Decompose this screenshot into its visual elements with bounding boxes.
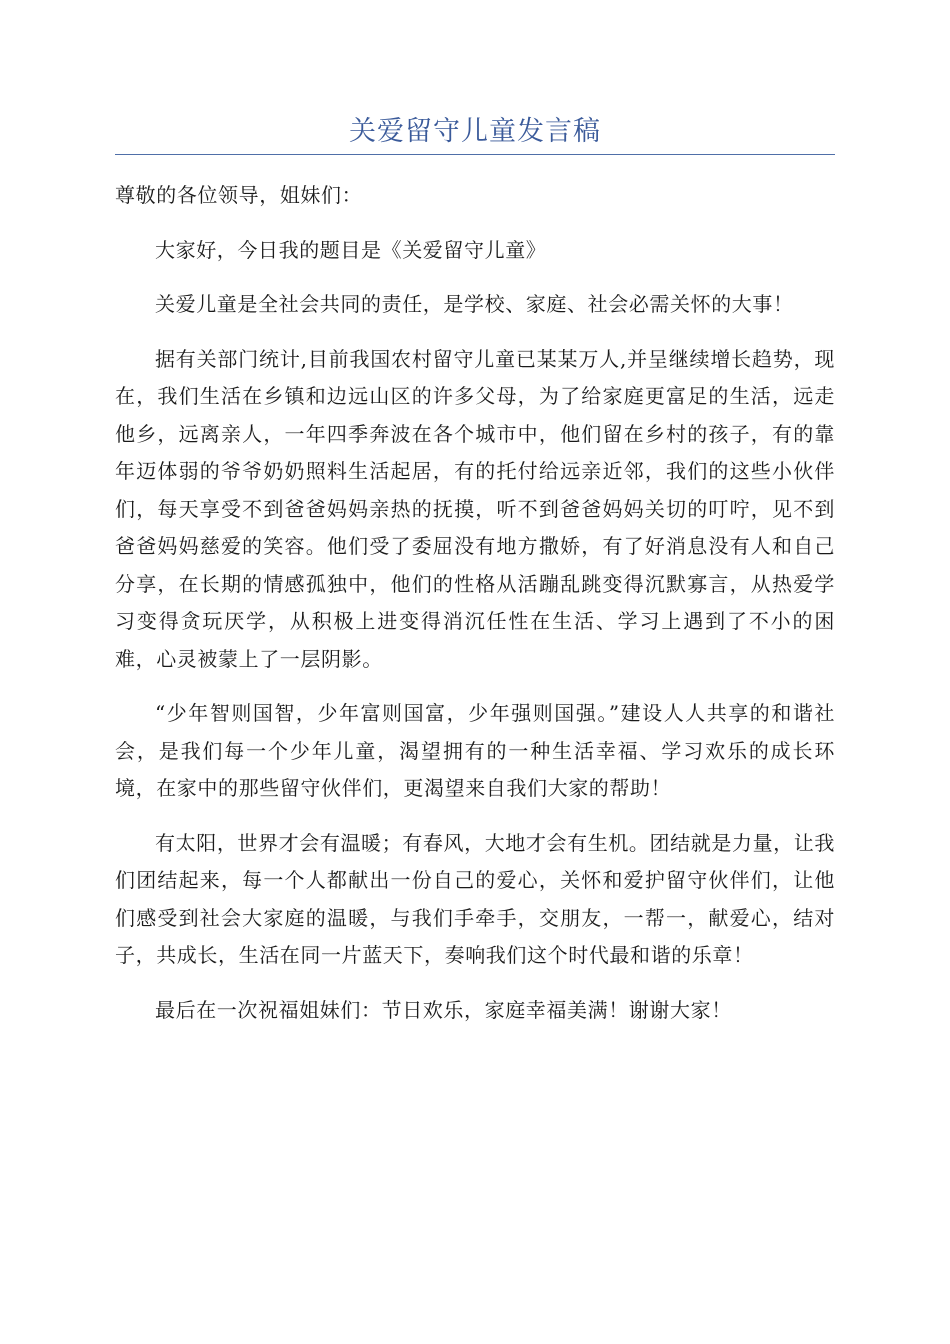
- greeting-line: 尊敬的各位领导，姐妹们：: [115, 183, 363, 207]
- paragraph-responsibility: 关爱儿童是全社会共同的责任，是学校、家庭、社会必需关怀的大事！: [155, 292, 794, 316]
- paragraph-quote: “少年智则国智，少年富则国富，少年强则国强。”建设人人共享的和谐社会，是我们每一个少年儿童，渴望拥有的一种生活幸福、学习欢乐的成长环境，在家中的那些留守伙伴们，更渴望来自我们大家的帮助！: [115, 701, 835, 800]
- document-title: 关爱留守儿童发言稿: [349, 116, 601, 147]
- title-underline: [115, 154, 835, 155]
- paragraph-statistics: 据有关部门统计,目前我国农村留守儿童已某某万人,并呈继续增长趋势，现在，我们生活在乡镇和边远山区的许多父母，为了给家庭更富足的生活，远走他乡，远离亲人，一年四季奔波在各个城市中，他们留在乡村的孩子，有的靠年迈体弱的爷爷奶奶照料生活起居，有的托付给远亲近邻，我们的这些小伙伴们，每天享受不到爸爸妈妈亲热的抚摸，听不到爸爸妈妈关切的叮咛，见不到爸爸妈妈慈爱的笑容。他们受了委屈没有地方撒娇，有了好消息没有人和自己分享，在长期的情感孤独中，他们的性格从活蹦乱跳变得沉默寡言，从热爱学习变得贪玩厌学，从积极上进变得消沉任性在生活、学习上遇到了不小的困难，心灵被蒙上了一层阴影。: [115, 346, 835, 671]
- paragraph-unity: 有太阳，世界才会有温暖；有春风，大地才会有生机。团结就是力量，让我们团结起来，每一个人都献出一份自己的爱心，关怀和爱护留守伙伴们，让他们感受到社会大家庭的温暖，与我们手牵手，交朋友，一帮一，献爱心，结对子，共成长，生活在同一片蓝天下，奏响我们这个时代最和谐的乐章！: [115, 830, 835, 967]
- paragraph-closing: 最后在一次祝福姐妹们：节日欢乐，家庭幸福美满！谢谢大家！: [155, 997, 732, 1022]
- document-body: [115, 177, 835, 1046]
- paragraph-intro: 大家好，今日我的题目是《关爱留守儿童》: [155, 237, 547, 262]
